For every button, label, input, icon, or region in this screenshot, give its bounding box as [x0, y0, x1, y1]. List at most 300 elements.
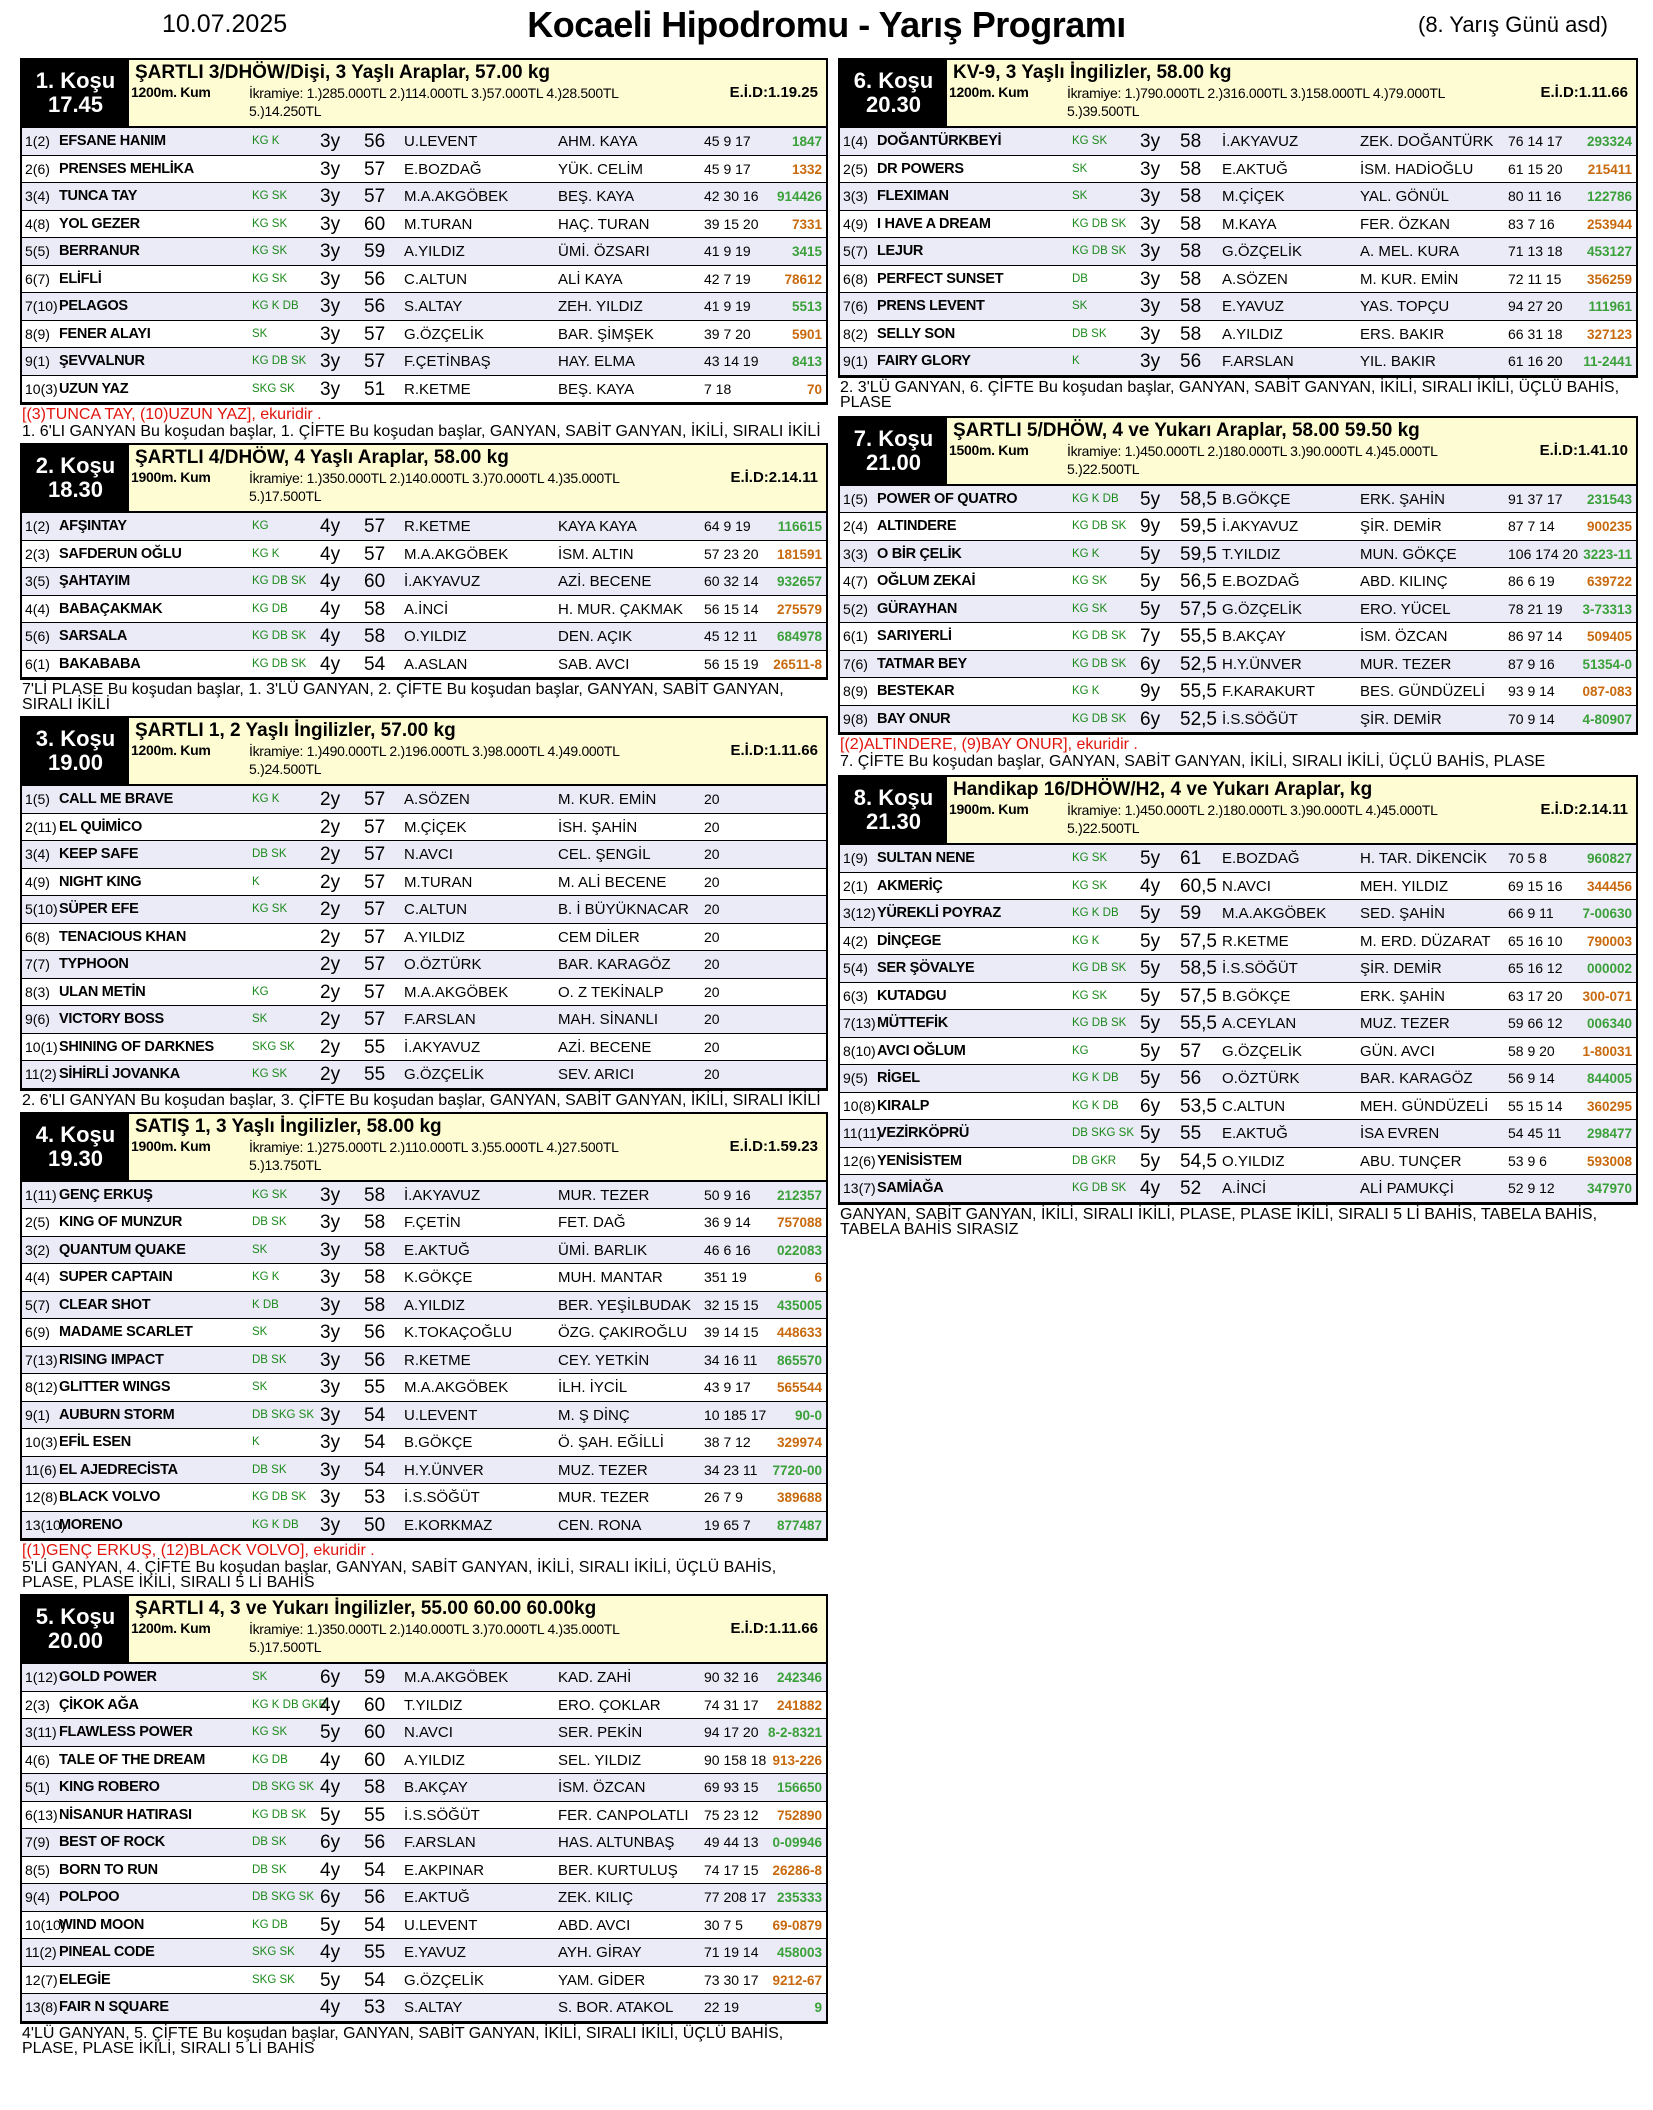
horse-name[interactable]: I HAVE A DREAM	[877, 215, 991, 232]
horse-name[interactable]: CLEAR SHOT	[59, 1296, 151, 1313]
horse-age: 4y	[320, 1997, 341, 2018]
horse-name[interactable]: AKMERİÇ	[877, 877, 943, 894]
horse-row[interactable]	[840, 651, 1636, 679]
horse-number: 1(12)	[25, 1669, 58, 1685]
race-prize	[249, 1138, 619, 1174]
horse-weight: 54	[364, 1459, 386, 1481]
horse-row[interactable]	[22, 1512, 826, 1540]
horse-form: 6	[814, 1270, 822, 1285]
horse-row[interactable]	[22, 1061, 826, 1089]
jockey-name: N.AVCI	[404, 846, 453, 863]
horse-name[interactable]: MADAME SCARLET	[59, 1324, 193, 1340]
horse-row[interactable]	[22, 841, 826, 869]
horse-form: 960827	[1586, 851, 1632, 866]
trainer-name: MUR. TEZER	[558, 1489, 650, 1506]
horse-name[interactable]: BORN TO RUN	[59, 1861, 158, 1878]
horse-equipment: KG	[1072, 1044, 1089, 1057]
horse-row[interactable]	[22, 1319, 826, 1347]
race-info	[129, 718, 826, 784]
horse-row[interactable]	[22, 513, 826, 541]
jockey-name: E.AKTUĞ	[404, 1889, 470, 1906]
trainer-name: ZEH. YILDIZ	[558, 298, 643, 315]
race-header	[20, 58, 828, 128]
horse-name[interactable]: SARSALA	[59, 628, 127, 644]
horse-name[interactable]: NIGHT KING	[59, 873, 142, 890]
race-header	[838, 58, 1638, 128]
horse-name[interactable]: SULTAN NENE	[877, 850, 975, 866]
horse-weight: 55,5	[1180, 681, 1217, 702]
horse-name[interactable]: O BİR ÇELİK	[877, 545, 962, 562]
horse-row[interactable]	[840, 678, 1636, 706]
horse-name[interactable]: DİNÇEGE	[877, 932, 941, 949]
horse-row[interactable]	[840, 900, 1636, 928]
horse-row[interactable]	[22, 238, 826, 266]
horse-stats: 26 7 9	[704, 1489, 743, 1505]
horse-equipment: KG DB SK	[1072, 1182, 1127, 1194]
horse-stats: 52 9 12	[1508, 1180, 1555, 1196]
horse-weight: 59	[1180, 903, 1202, 924]
horse-row[interactable]	[22, 1457, 826, 1485]
horse-weight: 57	[364, 899, 386, 920]
horse-name[interactable]: GENÇ ERKUŞ	[59, 1186, 153, 1203]
horse-row[interactable]	[22, 1209, 826, 1237]
horse-row[interactable]	[840, 156, 1636, 184]
horse-weight: 57	[364, 351, 386, 372]
horse-row[interactable]	[22, 1719, 826, 1747]
horse-stats: 93 9 14	[1508, 683, 1555, 699]
horse-form: 300-071	[1582, 988, 1632, 1004]
race-time: 21.00	[865, 449, 922, 475]
horse-name[interactable]: KEEP SAFE	[59, 846, 139, 862]
horse-row[interactable]	[22, 183, 826, 211]
horse-weight: 56	[364, 1349, 386, 1371]
horse-name[interactable]: YENİSİSTEM	[877, 1152, 962, 1169]
horse-age: 3y	[1140, 323, 1161, 345]
horse-name[interactable]: PRENS LEVENT	[877, 298, 985, 314]
horse-row[interactable]	[840, 1093, 1636, 1121]
horse-name[interactable]: POLPOO	[59, 1889, 120, 1905]
race-prize-line: İkramiye: 1.)285.000TL 2.)114.000TL 3.)57.000TL 4.)28.500TL	[249, 85, 619, 101]
horse-row[interactable]	[22, 869, 826, 897]
race-title: ŞARTLI 3/DHÖW/Dişi, 3 Yaşlı Araplar, 57.00 kg	[135, 62, 550, 83]
trainer-name: A. MEL. KURA	[1360, 243, 1460, 260]
horse-age: 4y	[320, 1859, 341, 1881]
horse-stats: 39 15 20	[704, 215, 759, 232]
horse-name[interactable]: KIRALP	[877, 1097, 930, 1114]
horse-age: 3y	[320, 1487, 341, 1508]
horse-name[interactable]: GOLD POWER	[59, 1669, 157, 1685]
horse-form: 231543	[1586, 491, 1632, 507]
horse-row[interactable]	[840, 513, 1636, 541]
jockey-name: E.BOZDAĞ	[1222, 850, 1300, 867]
jockey-name: İ.AKYAVUZ	[404, 1186, 481, 1204]
horse-name[interactable]: FAIRY GLORY	[877, 353, 971, 369]
horse-number: 7(9)	[25, 1834, 50, 1850]
jockey-name: İ.S.SÖĞÜT	[404, 1806, 480, 1824]
horse-number: 6(1)	[25, 655, 50, 672]
horse-name[interactable]: TENACIOUS KHAN	[59, 928, 187, 945]
horse-row[interactable]	[22, 814, 826, 842]
horse-name[interactable]: RİGEL	[877, 1070, 920, 1086]
jockey-name: F.ARSLAN	[1222, 353, 1294, 370]
horse-row[interactable]	[22, 786, 826, 814]
horse-name[interactable]: SİHİRLİ JOVANKA	[59, 1066, 180, 1082]
trainer-name: Ö. ŞAH. EĞİLLİ	[558, 1434, 664, 1451]
horse-age: 3y	[320, 378, 341, 400]
horse-equipment: KG SK	[1072, 879, 1108, 892]
horse-weight: 53	[364, 1487, 386, 1508]
horse-weight: 52	[1180, 1178, 1202, 1199]
horse-row[interactable]	[840, 845, 1636, 873]
horse-row[interactable]	[22, 156, 826, 184]
horse-name[interactable]: TALE OF THE DREAM	[59, 1751, 206, 1768]
horse-row[interactable]	[840, 928, 1636, 956]
horse-row[interactable]	[22, 896, 826, 924]
horse-name[interactable]: RISING IMPACT	[59, 1351, 164, 1368]
horse-name[interactable]: EL QUİMİCO	[59, 818, 142, 835]
horse-row[interactable]	[22, 1034, 826, 1062]
horse-name[interactable]: BEST OF ROCK	[59, 1834, 165, 1850]
horse-number: 8(2)	[843, 325, 868, 342]
horse-form: 565544	[776, 1380, 822, 1395]
horse-row[interactable]	[22, 1237, 826, 1265]
horse-name[interactable]: BABAÇAKMAK	[59, 600, 163, 617]
race-info	[947, 777, 1636, 843]
horse-row[interactable]	[840, 321, 1636, 349]
horse-number: 13(8)	[25, 1999, 58, 2015]
horse-row[interactable]	[840, 128, 1636, 156]
horse-name[interactable]: AVCI OĞLUM	[877, 1042, 966, 1059]
horse-number: 5(2)	[843, 600, 868, 617]
horse-stats: 80 11 16	[1508, 188, 1562, 204]
horse-equipment: SK	[1072, 300, 1088, 312]
horse-age: 5y	[1140, 571, 1161, 592]
horse-name[interactable]: EFSANE HANIM	[59, 133, 166, 149]
jockey-name: F.ARSLAN	[404, 1011, 476, 1028]
horse-row[interactable]	[840, 568, 1636, 596]
horse-stats: 45 9 17	[704, 133, 751, 149]
horse-row[interactable]	[22, 376, 826, 404]
horse-name[interactable]: SUPER CAPTAIN	[59, 1269, 173, 1285]
horse-weight: 56	[364, 268, 386, 290]
horse-name[interactable]: ULAN METİN	[59, 983, 146, 1000]
horse-age: 9y	[1140, 681, 1161, 702]
horse-age: 3y	[320, 241, 341, 262]
horse-name[interactable]: AUBURN STORM	[59, 1406, 175, 1423]
trainer-name: H. TAR. DİKENCİK	[1360, 850, 1487, 867]
horse-stats: 86 97 14	[1508, 628, 1563, 644]
horse-name[interactable]: ELEGİE	[59, 1971, 111, 1988]
horse-row[interactable]	[840, 706, 1636, 734]
horse-row[interactable]	[840, 541, 1636, 569]
horse-row[interactable]	[22, 596, 826, 624]
horse-form: 684978	[776, 629, 822, 644]
horse-name[interactable]: SHINING OF DARKNES	[59, 1038, 214, 1055]
horse-name[interactable]: NİSANUR HATIRASI	[59, 1806, 192, 1823]
horse-row[interactable]	[22, 348, 826, 376]
horse-name[interactable]: SAFDERUN OĞLU	[59, 545, 182, 562]
horse-name[interactable]: UZUN YAZ	[59, 380, 129, 397]
horse-form: 327123	[1586, 326, 1632, 342]
race-number: 1. Koşu	[35, 68, 116, 93]
horse-name[interactable]: TUNCA TAY	[59, 188, 138, 204]
horse-number: 7(13)	[25, 1351, 58, 1368]
horse-stats: 38 7 12	[704, 1434, 751, 1450]
horse-row[interactable]	[840, 211, 1636, 239]
horse-row[interactable]	[22, 1884, 826, 1912]
horse-row[interactable]	[840, 596, 1636, 624]
horse-name[interactable]: BAY ONUR	[877, 710, 951, 727]
horse-row[interactable]	[22, 1967, 826, 1995]
horse-name[interactable]: QUANTUM QUAKE	[59, 1241, 186, 1258]
horse-name[interactable]: DR POWERS	[877, 160, 964, 177]
horse-equipment: KG DB	[252, 1753, 288, 1766]
horse-row[interactable]	[22, 293, 826, 321]
horse-weight: 60	[364, 1694, 386, 1716]
horse-row[interactable]	[22, 1747, 826, 1775]
trainer-name: KAD. ZAHİ	[558, 1669, 632, 1686]
bet-types: 2. 3'LÜ GANYAN, 6. ÇİFTE Bu koşudan başlar, GANYAN, SABİT GANYAN, İKİLİ, SIRALI İKİLİ, ÜÇLÜ BAHİS, PLASE	[840, 378, 1620, 411]
horse-age: 2y	[320, 899, 341, 920]
horse-name[interactable]: YOL GEZER	[59, 215, 140, 232]
horse-row[interactable]	[840, 238, 1636, 266]
jockey-name: M.A.AKGÖBEK	[1222, 905, 1327, 922]
jockey-name: T.YILDIZ	[1222, 545, 1281, 563]
horse-name[interactable]: EFİL ESEN	[59, 1434, 131, 1450]
horse-form: 253944	[1586, 216, 1632, 232]
horse-row[interactable]	[22, 1484, 826, 1512]
horse-number: 6(1)	[843, 628, 868, 644]
horse-name[interactable]: KUTADGU	[877, 987, 947, 1004]
race-info	[947, 60, 1636, 126]
horse-row[interactable]	[840, 486, 1636, 514]
horse-number: 9(6)	[25, 1011, 50, 1027]
jockey-name: E.BOZDAĞ	[1222, 573, 1300, 590]
horse-name[interactable]: CALL ME BRAVE	[59, 791, 173, 807]
horse-name[interactable]: WIND MOON	[59, 1916, 145, 1933]
horse-row[interactable]	[22, 1857, 826, 1885]
horse-name[interactable]: EL AJEDRECİSTA	[59, 1461, 178, 1478]
horse-name[interactable]: BAKABABA	[59, 655, 141, 672]
horse-row[interactable]	[22, 568, 826, 596]
jockey-name: İ.AKYAVUZ	[404, 573, 481, 590]
horse-row[interactable]	[22, 979, 826, 1007]
race-title: ŞARTLI 4/DHÖW, 4 Yaşlı Araplar, 58.00 kg	[135, 447, 509, 468]
trainer-name: AHM. KAYA	[558, 133, 638, 150]
horse-row[interactable]	[22, 1347, 826, 1375]
horse-number: 6(9)	[25, 1324, 50, 1340]
horse-row[interactable]	[22, 1182, 826, 1210]
horse-row[interactable]	[22, 1402, 826, 1430]
horse-name[interactable]: ALTINDERE	[877, 518, 957, 534]
horse-age: 5y	[1140, 985, 1161, 1007]
horse-name[interactable]: PERFECT SUNSET	[877, 270, 1004, 287]
horse-row[interactable]	[22, 321, 826, 349]
race-prize-line: İkramiye: 1.)350.000TL 2.)140.000TL 3.)70.000TL 4.)35.000TL	[249, 470, 620, 486]
horse-equipment: KG K DB	[1072, 492, 1119, 505]
horse-name[interactable]: SÜPER EFE	[59, 901, 139, 917]
horse-row[interactable]	[22, 1006, 826, 1034]
jockey-name: E.AKPINAR	[404, 1861, 485, 1879]
horse-table	[838, 486, 1638, 736]
horse-row[interactable]	[22, 1829, 826, 1857]
horse-name[interactable]: SER ŞÖVALYE	[877, 960, 975, 976]
horse-name[interactable]: MÜTTEFİK	[877, 1015, 948, 1031]
horse-name[interactable]: SAMİAĞA	[877, 1180, 944, 1196]
horse-row[interactable]	[840, 623, 1636, 651]
horse-name[interactable]: BESTEKAR	[877, 683, 955, 699]
horse-row[interactable]	[22, 1912, 826, 1940]
horse-row[interactable]	[22, 1939, 826, 1967]
horse-stats: 73 30 17	[704, 1971, 759, 1988]
horse-name[interactable]: FLEXIMAN	[877, 188, 949, 204]
race-number: 2. Koşu	[35, 453, 116, 478]
trainer-name: S. BOR. ATAKOL	[558, 1999, 674, 2016]
horse-weight: 52,5	[1180, 653, 1217, 675]
horse-name[interactable]: KING OF MUNZUR	[59, 1214, 183, 1230]
horse-age: 2y	[320, 954, 341, 975]
horse-name[interactable]: POWER OF QUATRO	[877, 490, 1018, 507]
horse-form: 3-73313	[1582, 601, 1632, 617]
horse-row[interactable]	[840, 1010, 1636, 1038]
horse-row[interactable]	[22, 266, 826, 294]
horse-row[interactable]	[840, 1120, 1636, 1148]
horse-number: 4(4)	[25, 600, 50, 617]
horse-row[interactable]	[22, 1664, 826, 1692]
horse-name[interactable]: ÇİKOK AĞA	[59, 1696, 139, 1713]
trainer-name: YAL. GÖNÜL	[1360, 188, 1449, 205]
horse-name[interactable]: KING ROBERO	[59, 1779, 160, 1795]
horse-name[interactable]: PRENSES MEHLİKA	[59, 160, 194, 177]
horse-name[interactable]: FENER ALAYI	[59, 325, 151, 342]
horse-row[interactable]	[22, 1802, 826, 1830]
horse-equipment: SK	[252, 1243, 268, 1256]
horse-weight: 57	[364, 543, 386, 565]
horse-name[interactable]: DOĞANTÜRKBEYİ	[877, 133, 1002, 149]
jockey-name: İ.AKYAVUZ	[1222, 133, 1299, 150]
horse-name[interactable]: TYPHOON	[59, 956, 129, 972]
horse-row[interactable]	[22, 128, 826, 156]
horse-weight: 57	[364, 323, 386, 345]
horse-row[interactable]	[840, 955, 1636, 983]
horse-name[interactable]: LEJUR	[877, 243, 924, 259]
horse-stats: 50 9 16	[704, 1186, 751, 1203]
horse-name[interactable]: BERRANUR	[59, 243, 140, 259]
horse-stats: 55 15 14	[1508, 1097, 1563, 1114]
horse-name[interactable]: GLITTER WINGS	[59, 1379, 171, 1395]
horse-row[interactable]	[22, 951, 826, 979]
trainer-name: M. KUR. EMİN	[558, 791, 657, 808]
horse-weight: 59	[364, 1667, 386, 1688]
trainer-name: AYH. GİRAY	[558, 1944, 642, 1961]
horse-name[interactable]: MORENO	[59, 1516, 123, 1533]
horse-weight: 57,5	[1180, 985, 1217, 1007]
jockey-name: R.KETME	[404, 1351, 471, 1369]
race-info	[129, 1114, 826, 1180]
horse-age: 2y	[320, 789, 341, 810]
horse-row[interactable]	[840, 1148, 1636, 1176]
horse-form: 116615	[777, 519, 822, 534]
horse-stats: 90 158 18	[704, 1751, 767, 1768]
horse-name[interactable]: VICTORY BOSS	[59, 1011, 164, 1027]
horse-weight: 57	[1180, 1040, 1202, 1062]
horse-name[interactable]: ELİFLİ	[59, 270, 102, 287]
horse-row[interactable]	[22, 651, 826, 679]
horse-row[interactable]	[840, 266, 1636, 294]
horse-stats: 74 31 17	[704, 1696, 759, 1713]
horse-age: 3y	[320, 268, 341, 290]
horse-row[interactable]	[22, 1774, 826, 1802]
horse-name[interactable]: SARIYERLİ	[877, 628, 952, 644]
horse-name[interactable]: PINEAL CODE	[59, 1944, 155, 1960]
trainer-name: DEN. AÇIK	[558, 628, 633, 645]
horse-age: 5y	[320, 1722, 341, 1743]
horse-row[interactable]	[22, 1264, 826, 1292]
horse-weight: 58	[364, 598, 386, 620]
horse-age: 5y	[1140, 1068, 1161, 1089]
horse-row[interactable]	[22, 541, 826, 569]
horse-form: 7-00630	[1582, 906, 1632, 921]
program-date: 10.07.2025	[162, 10, 288, 38]
race-prize-line-2: 5.)22.500TL	[1067, 460, 1140, 477]
horse-stats: 59 66 12	[1508, 1015, 1563, 1031]
horse-name[interactable]: GÜRAYHAN	[877, 600, 958, 617]
trainer-name: ERK. ŞAHİN	[1360, 490, 1446, 508]
horse-name[interactable]: VEZİRKÖPRÜ	[877, 1125, 970, 1141]
horse-name[interactable]: TATMAR BEY	[877, 655, 967, 672]
horse-weight: 57	[364, 954, 386, 975]
horse-name[interactable]: AFŞINTAY	[59, 518, 127, 534]
horse-row[interactable]	[22, 1429, 826, 1457]
horse-row[interactable]	[840, 1065, 1636, 1093]
horse-form: 1332	[791, 161, 822, 177]
horse-row[interactable]	[22, 924, 826, 952]
horse-name[interactable]: FLAWLESS POWER	[59, 1724, 193, 1740]
horse-name[interactable]: ŞAHTAYIM	[59, 573, 130, 589]
horse-row[interactable]	[22, 1994, 826, 2022]
horse-row[interactable]	[22, 1692, 826, 1720]
race-distance: 1200m. Kum	[131, 84, 211, 100]
horse-form: 8-2-8321	[767, 1725, 822, 1740]
horse-equipment: KG SK	[252, 1188, 288, 1201]
horse-stats: 20	[704, 1066, 720, 1082]
horse-age: 3y	[320, 1377, 341, 1398]
horse-row[interactable]	[840, 348, 1636, 376]
ekuri-notice: [(2)ALTINDERE, (9)BAY ONUR], ekuridir .	[840, 736, 1138, 753]
horse-row[interactable]	[840, 183, 1636, 211]
horse-number: 6(7)	[25, 270, 50, 287]
horse-row[interactable]	[840, 1038, 1636, 1066]
horse-name[interactable]: YÜREKLİ POYRAZ	[877, 905, 1001, 921]
horse-row[interactable]	[840, 983, 1636, 1011]
horse-row[interactable]	[22, 623, 826, 651]
horse-name[interactable]: OĞLUM ZEKAİ	[877, 573, 976, 589]
horse-name[interactable]: FAIR N SQUARE	[59, 1999, 169, 2015]
bet-types: 7'Lİ PLASE Bu koşudan başlar, 1. 3'LÜ GANYAN, 2. ÇİFTE Bu koşudan başlar, GANYAN, SABİT GANYAN, SIRALI İKİLİ	[22, 681, 784, 713]
horse-row[interactable]	[840, 1175, 1636, 1203]
horse-name[interactable]: PELAGOS	[59, 298, 128, 314]
horse-row[interactable]	[840, 293, 1636, 321]
horse-row[interactable]	[22, 211, 826, 239]
horse-name[interactable]: BLACK VOLVO	[59, 1489, 161, 1505]
horse-row[interactable]	[22, 1374, 826, 1402]
horse-row[interactable]	[22, 1292, 826, 1320]
horse-name[interactable]: SELLY SON	[877, 325, 955, 342]
horse-equipment: KG SK	[252, 903, 288, 915]
horse-name[interactable]: ŞEVVALNUR	[59, 353, 145, 369]
horse-age: 3y	[320, 1459, 341, 1481]
horse-row[interactable]	[840, 873, 1636, 901]
